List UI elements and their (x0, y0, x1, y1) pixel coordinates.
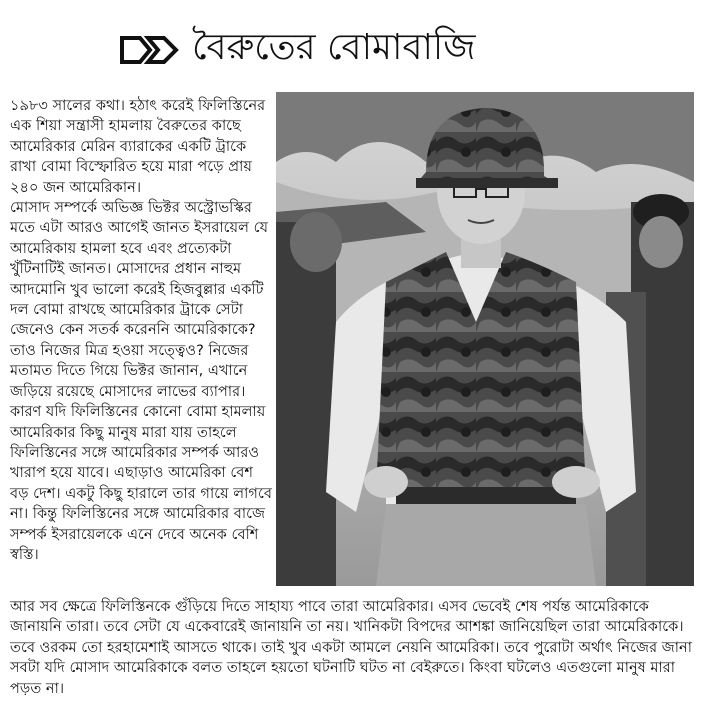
paragraph: মোসাদ সম্পর্কে অভিজ্ঞ ভিক্টর অস্ট্রোভস্কির মতে এটা আরও আগেই জানত ইসরায়েল যে আমেরিকায় হামলা হবে এবং প্রত্যেকটা খুঁটিনাটিই জানত। মোসাদের প্রধান নাহুম আদমোনি খুব ভালো করেই হিজবুল্লার একটি দল বোমা রাখছে আমেরিকার ট্রাকে সেটা জেনেও কেন সতর্ক করেননি আমেরিকাকে? তাও নিজের মিত্র হওয়া সত্ত্বেও? নিজের মতামত দিতে গিয়ে ভিক্টর জানান, এখানে জড়িয়ে রয়েছে মোসাদের লাভের ব্যাপার। কারণ যদি ফিলিস্তিনের কোনো বোমা হামলায় আমেরিকার কিছু মানুষ মারা যায় তাহলে ফিলিস্তিনের সঙ্গে আমেরিকার সম্পর্ক আরও খারাপ হয়ে যাবে। এছাড়াও আমেরিকা বেশ বড় দেশ। একটু কিছু হারালে তার গায়ে লাগবে না। কিন্তু ফিলিস্তিনের সঙ্গে আমেরিকার বাজে সম্পর্ক ইসরায়েলকে এনে দেবে অনেক বেশি স্বস্তি। (10, 199, 272, 563)
paragraph: ১৯৮৩ সালের কথা। হঠাৎ করেই ফিলিস্তিনের এক শিয়া সন্ত্রাসী হামলায় বৈরুতের কাছে আমেরিকার মেরিন ব্যারাকের একটি ট্রাকে রাখা বোমা বিস্ফোরিত হয়ে মারা পড়ে প্রায় ২৪০ জন আমেরিকান। (10, 97, 266, 196)
double-chevron-right-icon (118, 34, 180, 66)
photo-illustration (276, 92, 694, 586)
paragraph: আর সব ক্ষেত্রে ফিলিস্তিনকে গুঁড়িয়ে দিতে সাহায্য পাবে তারা আমেরিকার। এসব ভেবেই শেষ পর্যন্ত আমেরিকাকে জানায়নি তারা। তবে সেটা যে একেবারেই জানায়নি তা নয়। খানিকটা বিপদের আশঙ্কা জানিয়েছিল তারা আমেরিকাকে। তবে ওরকম তো হরহামেশাই আসতে থাকে। তাই খুব একটা আমলে নেয়নি আমেরিকা। তবে পুরোটা অর্থাৎ নিজের জানা সবটা যদি মোসাদ আমেরিকাকে বলত তাহলে হয়তো ঘটনাটি ঘটত না বেইরুতে। কিংবা ঘটলেও এতগুলো মানুষ মারা পড়ত না। (10, 598, 692, 697)
article-title: বৈরুতের বোমাবাজি (192, 27, 476, 68)
column-text (10, 96, 274, 565)
article-header (0, 24, 717, 74)
article-photo (276, 92, 694, 586)
full-width-text (10, 597, 705, 699)
